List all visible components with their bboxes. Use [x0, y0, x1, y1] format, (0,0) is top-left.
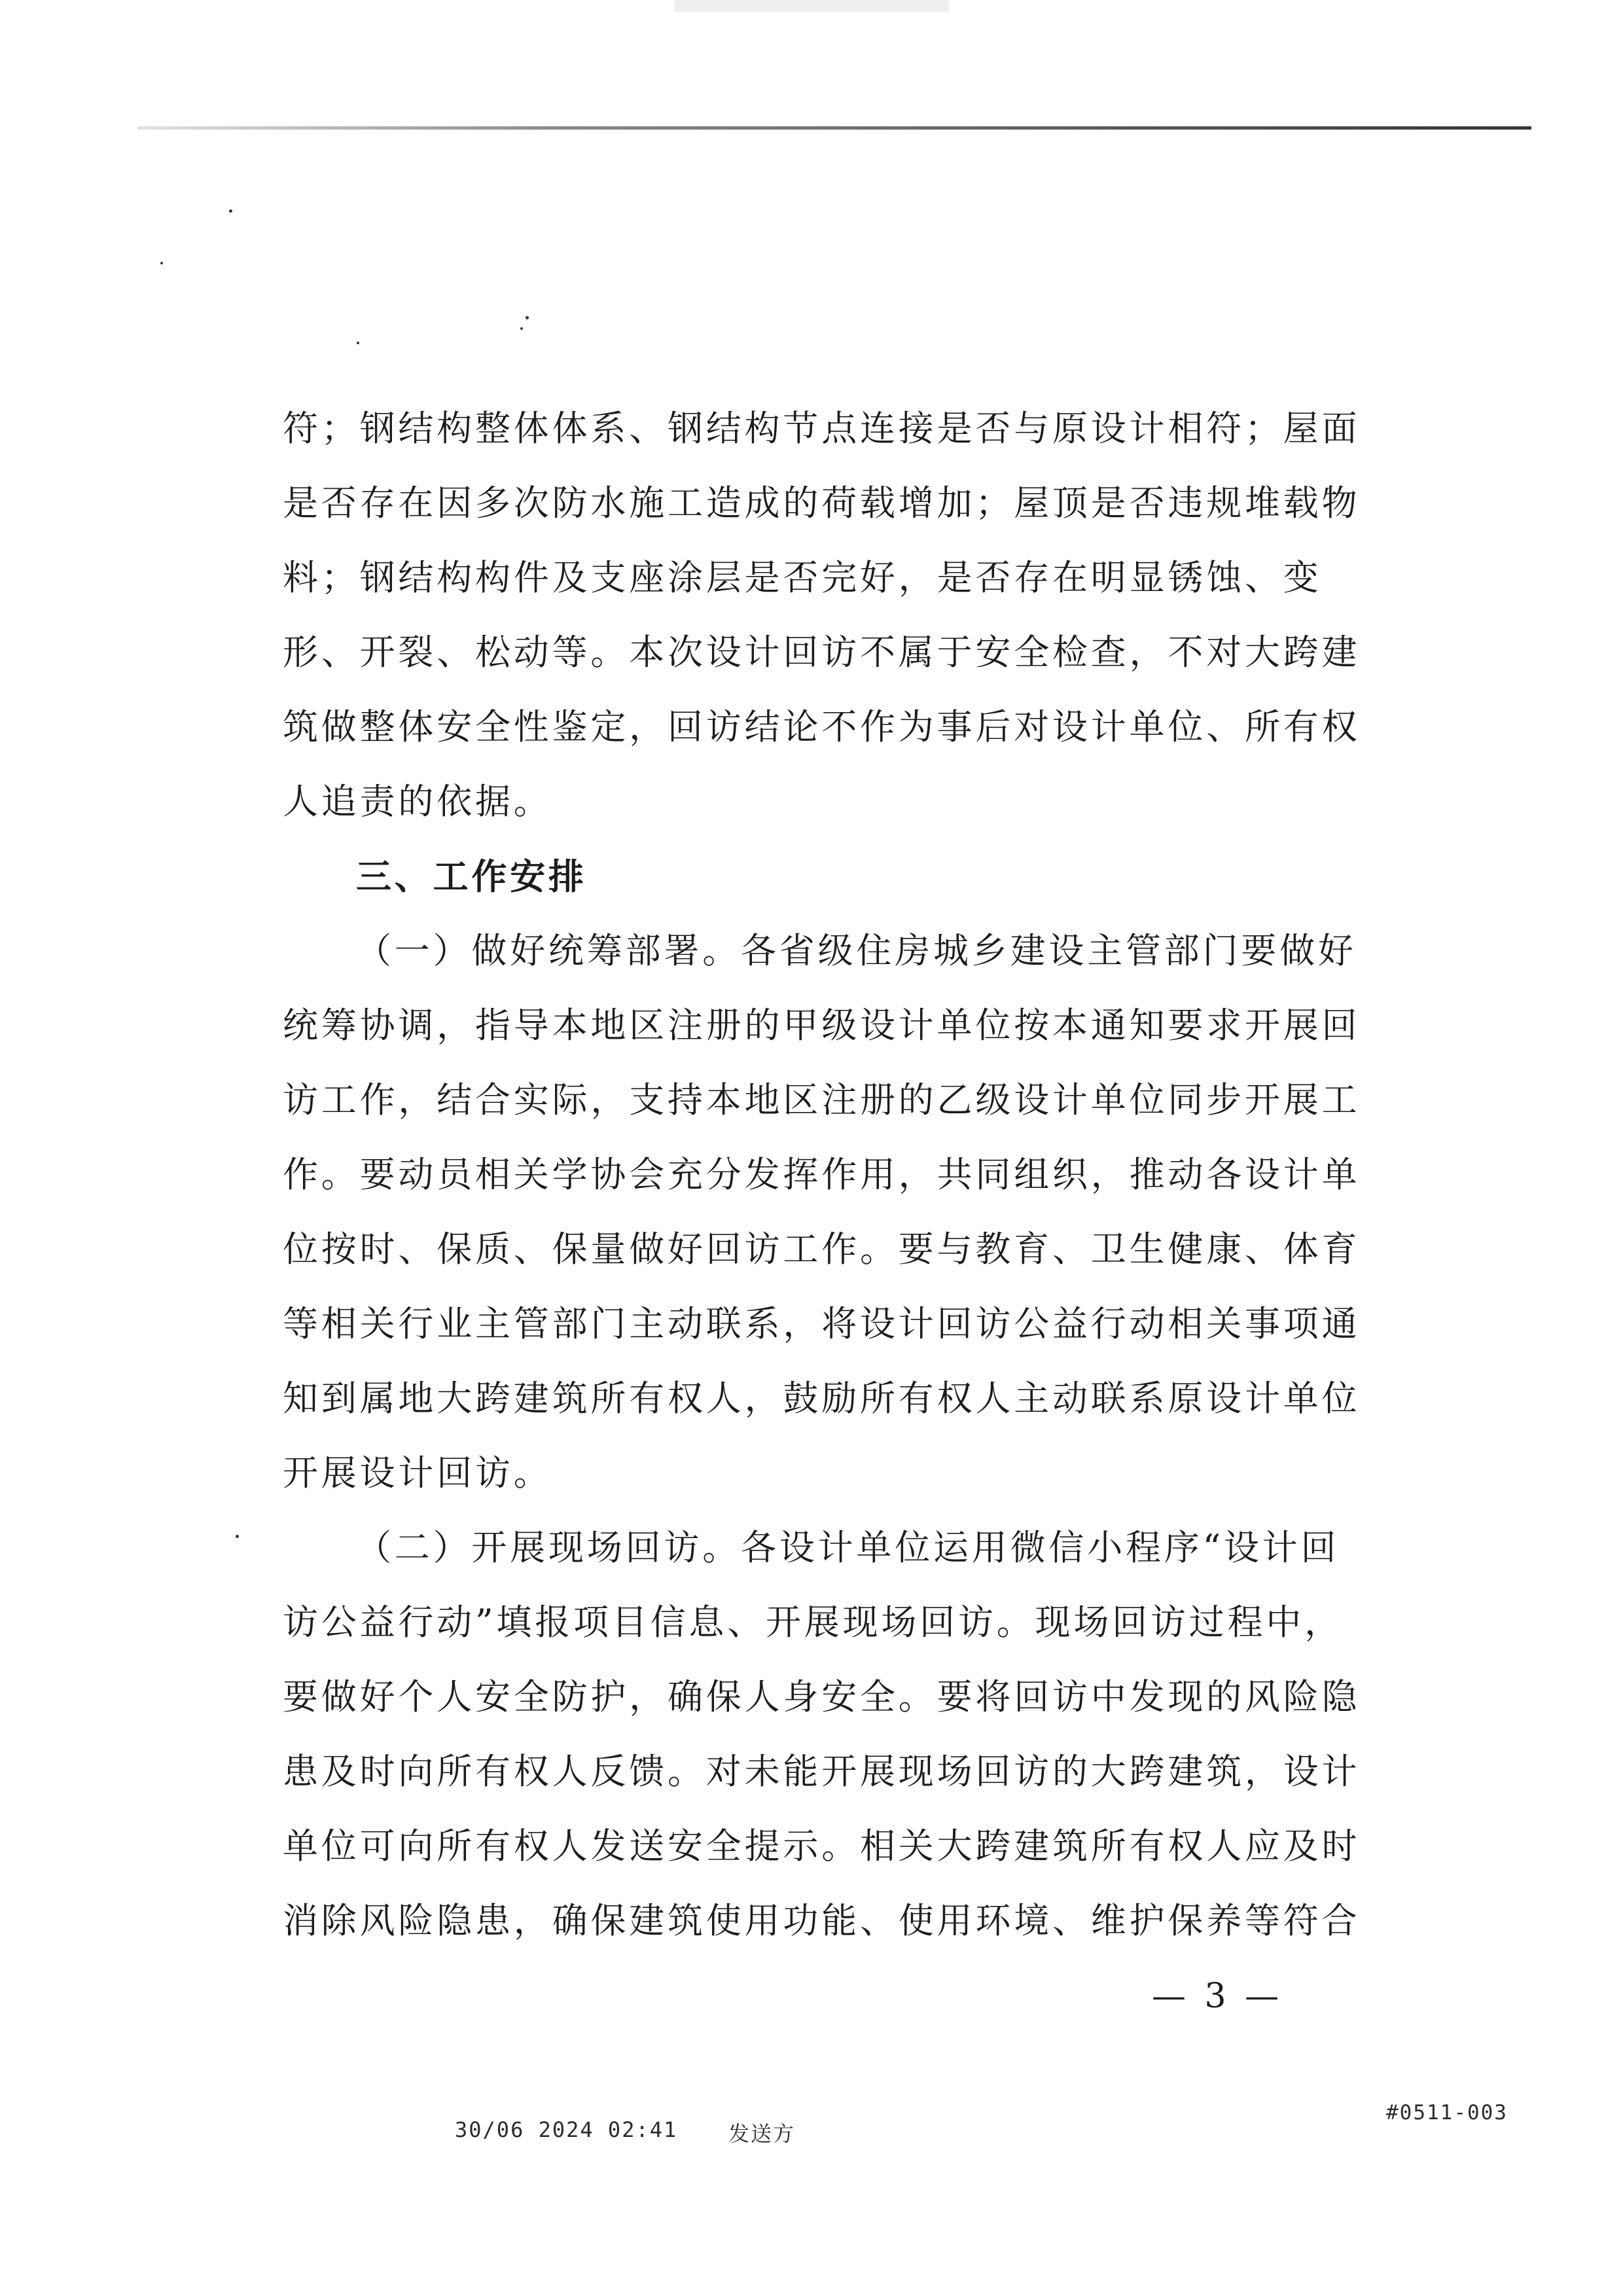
text-line: 统筹协调，指导本地区注册的甲级设计单位按本通知要求开展回: [283, 1005, 1361, 1046]
text-line: 是否存在因多次防水施工造成的荷载增加；屋顶是否违规堆载物: [283, 482, 1361, 524]
section-heading: 三、工作安排: [356, 855, 587, 897]
text-line: 等相关行业主管部门主动联系，将设计回访公益行动相关事项通: [283, 1303, 1361, 1344]
text-line: 消除风险隐患，确保建筑使用功能、使用环境、维护保养等符合: [283, 1900, 1361, 1941]
text-line: （一）做好统筹部署。各省级住房城乡建设主管部门要做好: [356, 930, 1357, 971]
fax-datetime: 30/06 2024 02:41: [455, 2117, 678, 2142]
text-line: （二）开展现场回访。各设计单位运用微信小程序“设计回: [356, 1527, 1340, 1568]
text-line: 访工作，结合实际，支持本地区注册的乙级设计单位同步开展工: [283, 1079, 1361, 1121]
document-body: [283, 391, 1361, 1958]
text-line: 访公益行动”填报项目信息、开展现场回访。现场回访过程中，: [283, 1602, 1344, 1643]
fax-code: #0511-003: [1386, 2101, 1508, 2125]
scan-speck: [357, 342, 359, 344]
page-number: — 3 —: [1152, 1977, 1283, 2016]
text-line: 筑做整体安全性鉴定，回访结论不作为事后对设计单位、所有权: [283, 706, 1361, 747]
text-line: 患及时向所有权人反馈。对未能开展现场回访的大跨建筑，设计: [283, 1751, 1361, 1792]
text-line: 知到属地大跨建筑所有权人，鼓励所有权人主动联系原设计单位: [283, 1378, 1361, 1419]
scan-speck: [526, 316, 529, 319]
text-line: 符；钢结构整体体系、钢结构节点连接是否与原设计相符；屋面: [283, 408, 1361, 449]
scan-speck: [520, 327, 523, 330]
text-line: 作。要动员相关学协会充分发挥作用，共同组织，推动各设计单: [283, 1154, 1361, 1195]
scan-speck: [160, 262, 163, 264]
scan-speck: [229, 209, 232, 213]
scan-speck: [236, 1535, 239, 1538]
text-line: 料；钢结构构件及支座涂层是否完好，是否存在明显锈蚀、变: [283, 557, 1322, 598]
text-line: 形、开裂、松动等。本次设计回访不属于安全检查，不对大跨建: [283, 632, 1361, 673]
text-line: 单位可向所有权人发送安全提示。相关大跨建筑所有权人应及时: [283, 1825, 1361, 1867]
text-line: 开展设计回访。: [283, 1452, 552, 1494]
text-line: 位按时、保质、保量做好回访工作。要与教育、卫生健康、体育: [283, 1229, 1361, 1270]
text-line: 人追责的依据。: [283, 781, 552, 822]
fax-sender: 发送方: [728, 2121, 796, 2146]
text-line: 要做好个人安全防护，确保人身安全。要将回访中发现的风险隐: [283, 1676, 1361, 1717]
scan-artifact-top: [674, 0, 949, 12]
header-rule: [137, 126, 1531, 130]
